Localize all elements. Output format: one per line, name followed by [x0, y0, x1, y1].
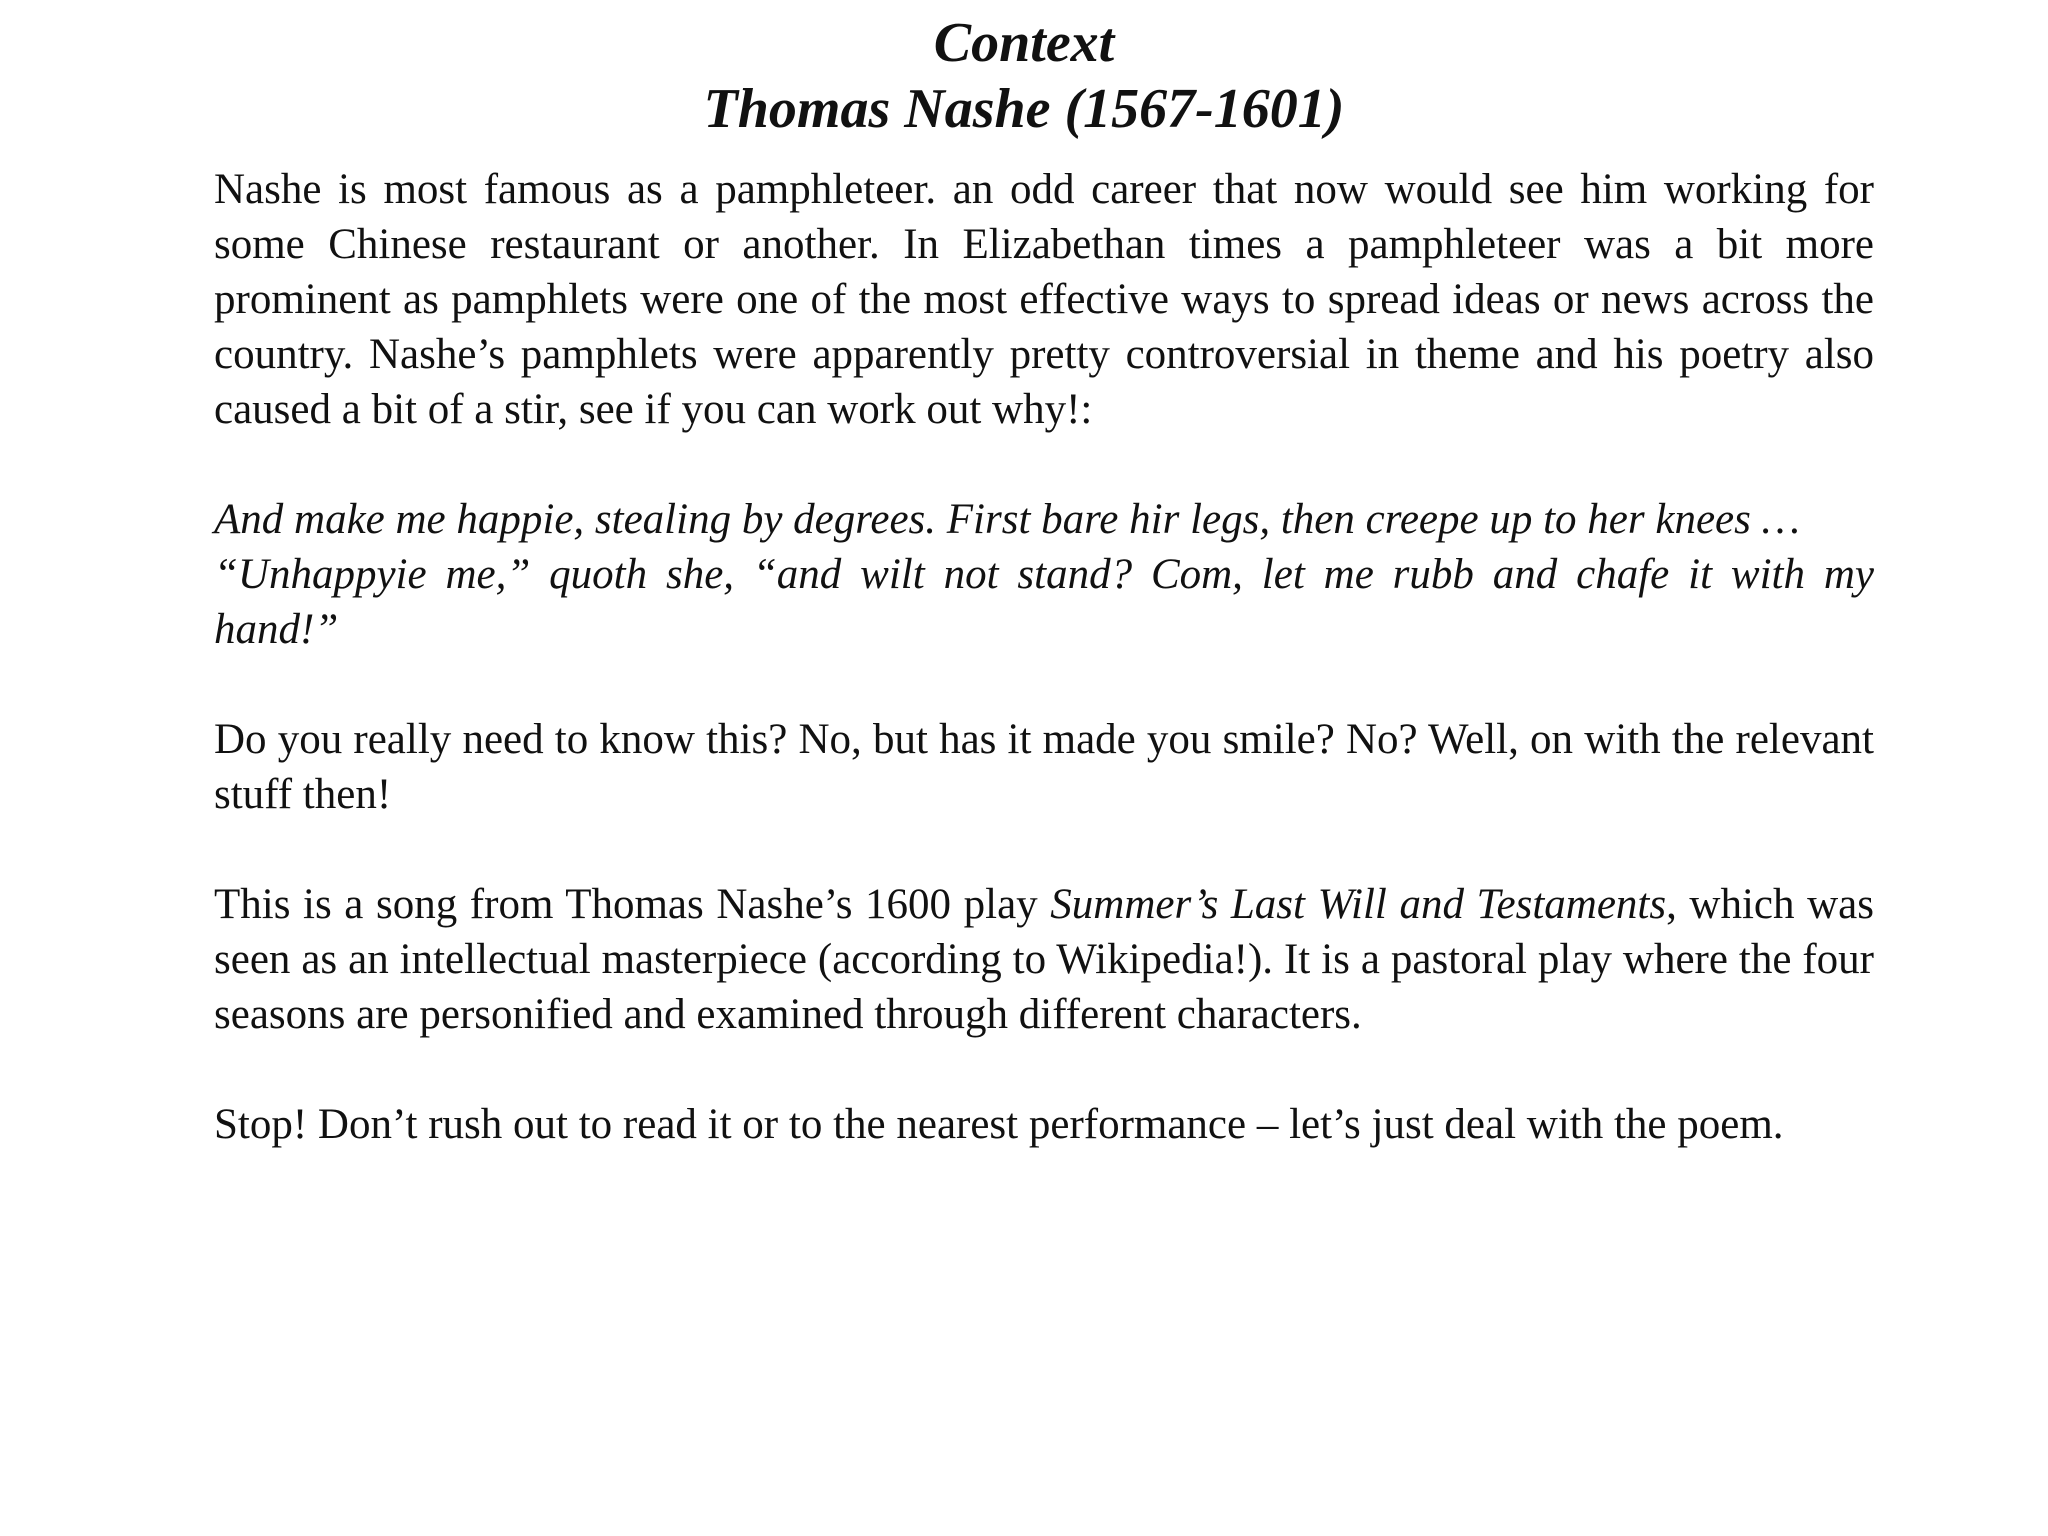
- title-block: [0, 10, 2048, 142]
- paragraph-gap: [214, 657, 1874, 712]
- play-title: Summer’s Last Will and Testaments: [1050, 881, 1667, 928]
- play-text-before: This is a song from Thomas Nashe’s 1600 play: [214, 881, 1051, 928]
- paragraph-gap: [214, 437, 1874, 492]
- body-text: [214, 162, 1874, 1152]
- intro-paragraph: Nashe is most famous as a pamphleteer. an odd career that now would see him working for some Chinese restaurant or another. In Elizabethan times a pamphleteer was a bit more prominent as pamphlets were one of the most effective ways to spread ideas or news across the country. Nashe’s pamphlets were apparently pretty controversial in theme and his poetry also caused a bit of a stir, see if you can work out why!:: [214, 166, 1874, 433]
- closing-paragraph: Stop! Don’t rush out to read it or to the nearest performance – let’s just deal with the poem.: [214, 1101, 1784, 1148]
- quote-line-1: And make me happie, stealing by degrees. First bare hir legs, then creepe up to her knees …: [214, 496, 1800, 543]
- page-subtitle: Thomas Nashe (1567-1601): [703, 78, 1345, 140]
- play-text-after: , which was seen as an intellectual masterpiece (according to Wikipedia!). It is a pastoral play where the four seasons are personified and examined through different characters.: [214, 881, 1874, 1038]
- play-paragraph: [214, 877, 1874, 1042]
- paragraph-gap: [214, 1042, 1874, 1097]
- quote-line-2: “Unhappyie me,” quoth she, “and wilt not stand? Com, let me rubb and chafe it with my hand!”: [214, 551, 1874, 653]
- aside-paragraph: Do you really need to know this? No, but has it made you smile? No? Well, on with the relevant stuff then!: [214, 716, 1874, 818]
- page-title: Context: [933, 12, 1115, 74]
- paragraph-gap: [214, 822, 1874, 877]
